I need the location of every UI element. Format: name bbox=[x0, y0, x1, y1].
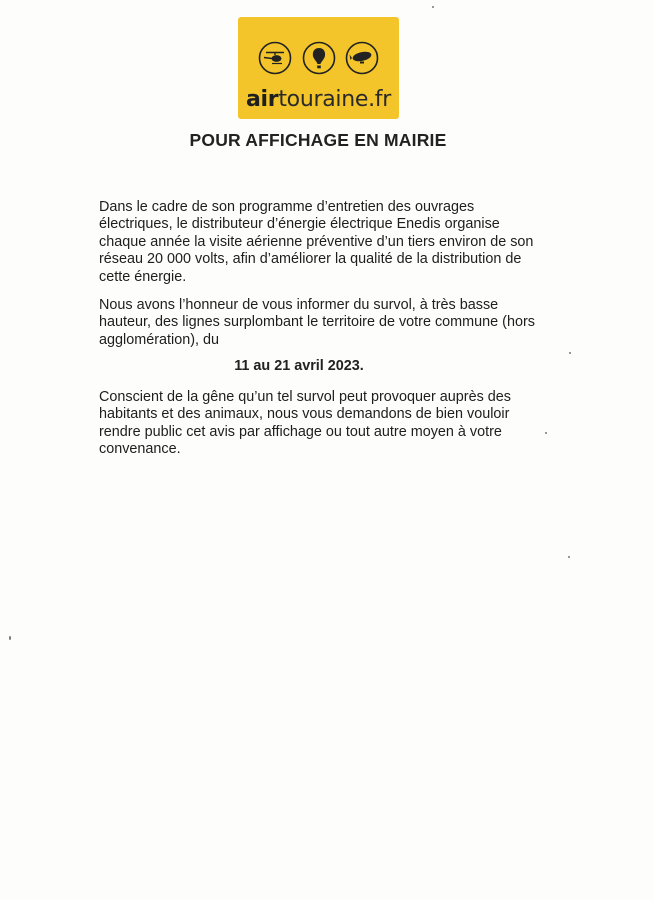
helicopter-icon bbox=[258, 41, 292, 75]
scan-speck bbox=[432, 6, 434, 8]
scan-speck bbox=[569, 352, 571, 354]
request-paragraph: Conscient de la gêne qu’un tel survol peut provoquer auprès des habitants et des animaux, nous vous demandons de bien vouloir rendre public cet avis par affichage ou tout autre moyen à votre convenance. bbox=[99, 389, 512, 458]
logo-wordmark bbox=[238, 87, 399, 113]
logo-wordmark-domain: touraine.fr bbox=[278, 87, 391, 112]
airship-icon bbox=[345, 41, 379, 75]
scan-speck bbox=[9, 636, 11, 640]
logo-icon-row bbox=[238, 41, 399, 77]
survey-dates: 11 au 21 avril 2023. bbox=[234, 358, 364, 374]
scan-speck bbox=[568, 556, 570, 558]
page-title: POUR AFFICHAGE EN MAIRIE bbox=[189, 130, 447, 150]
airtouraine-logo bbox=[238, 17, 399, 119]
balloon-icon bbox=[302, 41, 336, 75]
intro-paragraph: Dans le cadre de son programme d’entretien des ouvrages électriques, le distributeur d’énergie électrique Enedis organise chaque année la visite aérienne préventive d’un tiers environ de son réseau 20 000 volts, afin d’améliorer la qualité de la distribution de cette énergie. bbox=[99, 199, 534, 285]
logo-wordmark-air: air bbox=[246, 87, 279, 112]
scan-speck bbox=[545, 432, 547, 434]
notice-paragraph: Nous avons l’honneur de vous informer du survol, à très basse hauteur, des lignes surplombant le territoire de votre commune (hors agglomération), du bbox=[99, 297, 535, 348]
